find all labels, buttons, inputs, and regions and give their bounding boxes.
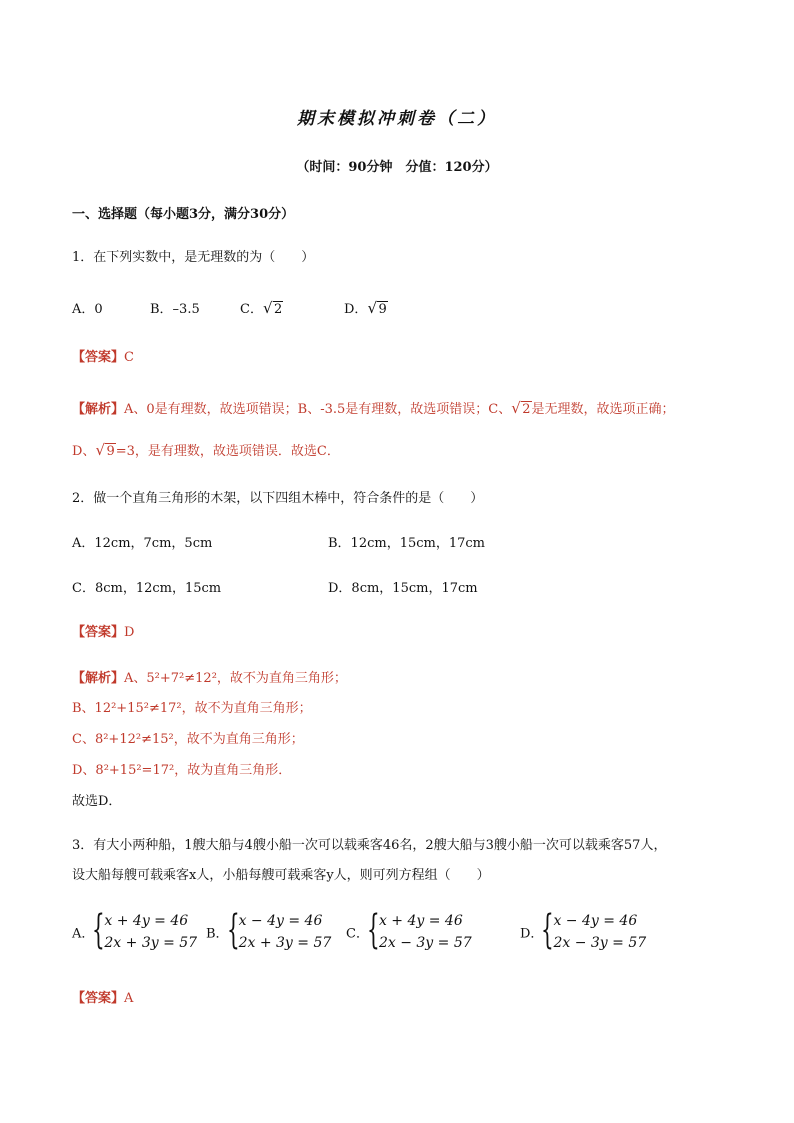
q2-analysis-conclusion: 故选D． <box>72 794 122 809</box>
q2-analysis-line-1 <box>72 667 347 686</box>
equation-1: x + 4y = 46 <box>104 913 189 929</box>
sqrt-symbol: √ 9 <box>367 299 387 317</box>
q3-option-b <box>206 907 332 954</box>
question-1-stem: 1．在下列实数中，是无理数的为（ ） <box>72 250 315 265</box>
equation-2: 2x + 3y = 57 <box>238 935 332 951</box>
q1-option-c <box>240 298 283 317</box>
q2-answer <box>72 621 134 640</box>
q3-option-a <box>72 907 198 954</box>
analysis-text: =3，是有理数，故选项错误．故选C． <box>115 444 340 459</box>
sqrt-symbol: √ 2 <box>511 399 531 417</box>
question-2-stem: 2．做一个直角三角形的木架，以下四组木棒中，符合条件的是（ ） <box>72 491 484 506</box>
q1-option-a: A．0 <box>72 302 103 317</box>
q2-analysis-line-4: D、8²+15²=17²，故为直角三角形． <box>72 763 292 778</box>
analysis-label: 【解析】 <box>72 402 125 417</box>
analysis-text: 是无理数，故选项正确； <box>531 402 675 417</box>
q1-option-b: B．–3.5 <box>150 302 200 317</box>
q2-analysis-line-3: C、8²+12²≠15²，故不为直角三角形； <box>72 732 304 747</box>
q1-answer <box>72 346 134 365</box>
radicand: 2 <box>522 402 531 417</box>
equation-2: 2x − 3y = 57 <box>553 935 647 951</box>
equation-2: 2x − 3y = 57 <box>378 935 472 951</box>
answer-value: A <box>124 991 134 1006</box>
q1-option-d-radicand: 9 <box>378 302 387 317</box>
q3-option-c <box>346 907 472 954</box>
sqrt-symbol: √ 2 <box>262 299 283 317</box>
analysis-text: A、0是有理数，故选项错误；B、-3.5是有理数，故选项错误；C、 <box>124 402 512 417</box>
brace-icon: { <box>366 907 380 953</box>
analysis-label: 【解析】 <box>72 671 125 686</box>
brace-icon: { <box>226 907 240 953</box>
equation-1: x − 4y = 46 <box>238 913 323 929</box>
q2-option-c: C．8cm，12cm，15cm <box>72 581 222 596</box>
q2-analysis-line-2: B、12²+15²≠17²，故不为直角三角形； <box>72 701 312 716</box>
q1-option-c-label: C． <box>240 302 263 317</box>
analysis-text: A、5²+7²≠12²，故不为直角三角形； <box>124 671 347 686</box>
analysis-text: D、 <box>72 444 96 459</box>
q1-analysis-line-2 <box>72 440 340 459</box>
answer-label: 【答案】 <box>72 350 125 365</box>
equation-system <box>366 907 472 954</box>
equation-1: x − 4y = 46 <box>553 913 638 929</box>
q3-answer <box>72 987 133 1006</box>
equation-system <box>226 907 332 954</box>
q2-option-d: D．8cm，15cm，17cm <box>328 581 478 596</box>
page-title: 期末模拟冲刺卷（二） <box>297 109 497 129</box>
radicand: 9 <box>106 444 115 459</box>
answer-label: 【答案】 <box>72 625 125 640</box>
q2-option-a: A．12cm，7cm，5cm <box>72 536 213 551</box>
equation-system <box>92 907 198 954</box>
answer-value: D <box>124 625 135 640</box>
brace-icon: { <box>92 907 106 953</box>
section-heading: 一、选择题（每小题3分，满分30分） <box>72 207 295 222</box>
q2-option-b: B．12cm，15cm，17cm <box>328 536 486 551</box>
question-3-stem-line-2: 设大船每艘可载乘客x人，小船每艘可载乘客y人，则可列方程组（ ） <box>72 868 490 883</box>
answer-label: 【答案】 <box>72 991 125 1006</box>
option-label: C． <box>346 926 369 942</box>
q3-option-d <box>520 907 647 954</box>
option-label: D． <box>520 926 544 942</box>
option-label: B． <box>206 926 229 942</box>
q1-option-c-radicand: 2 <box>273 302 283 317</box>
sqrt-symbol: √ 9 <box>95 441 115 459</box>
answer-value: C <box>124 350 134 365</box>
q1-analysis-line-1 <box>72 398 675 417</box>
question-3-stem-line-1: 3．有大小两种船，1艘大船与4艘小船一次可以载乘客46名，2艘大船与3艘小船一次可以载乘客57人， <box>72 838 667 853</box>
equation-system <box>541 907 647 954</box>
q1-option-d <box>344 298 388 317</box>
q1-option-d-label: D． <box>344 302 368 317</box>
exam-info: （时间：90分钟 分值：120分） <box>296 160 498 175</box>
equation-1: x + 4y = 46 <box>378 913 463 929</box>
option-label: A． <box>72 926 95 942</box>
equation-2: 2x + 3y = 57 <box>104 935 198 951</box>
brace-icon: { <box>541 907 555 953</box>
